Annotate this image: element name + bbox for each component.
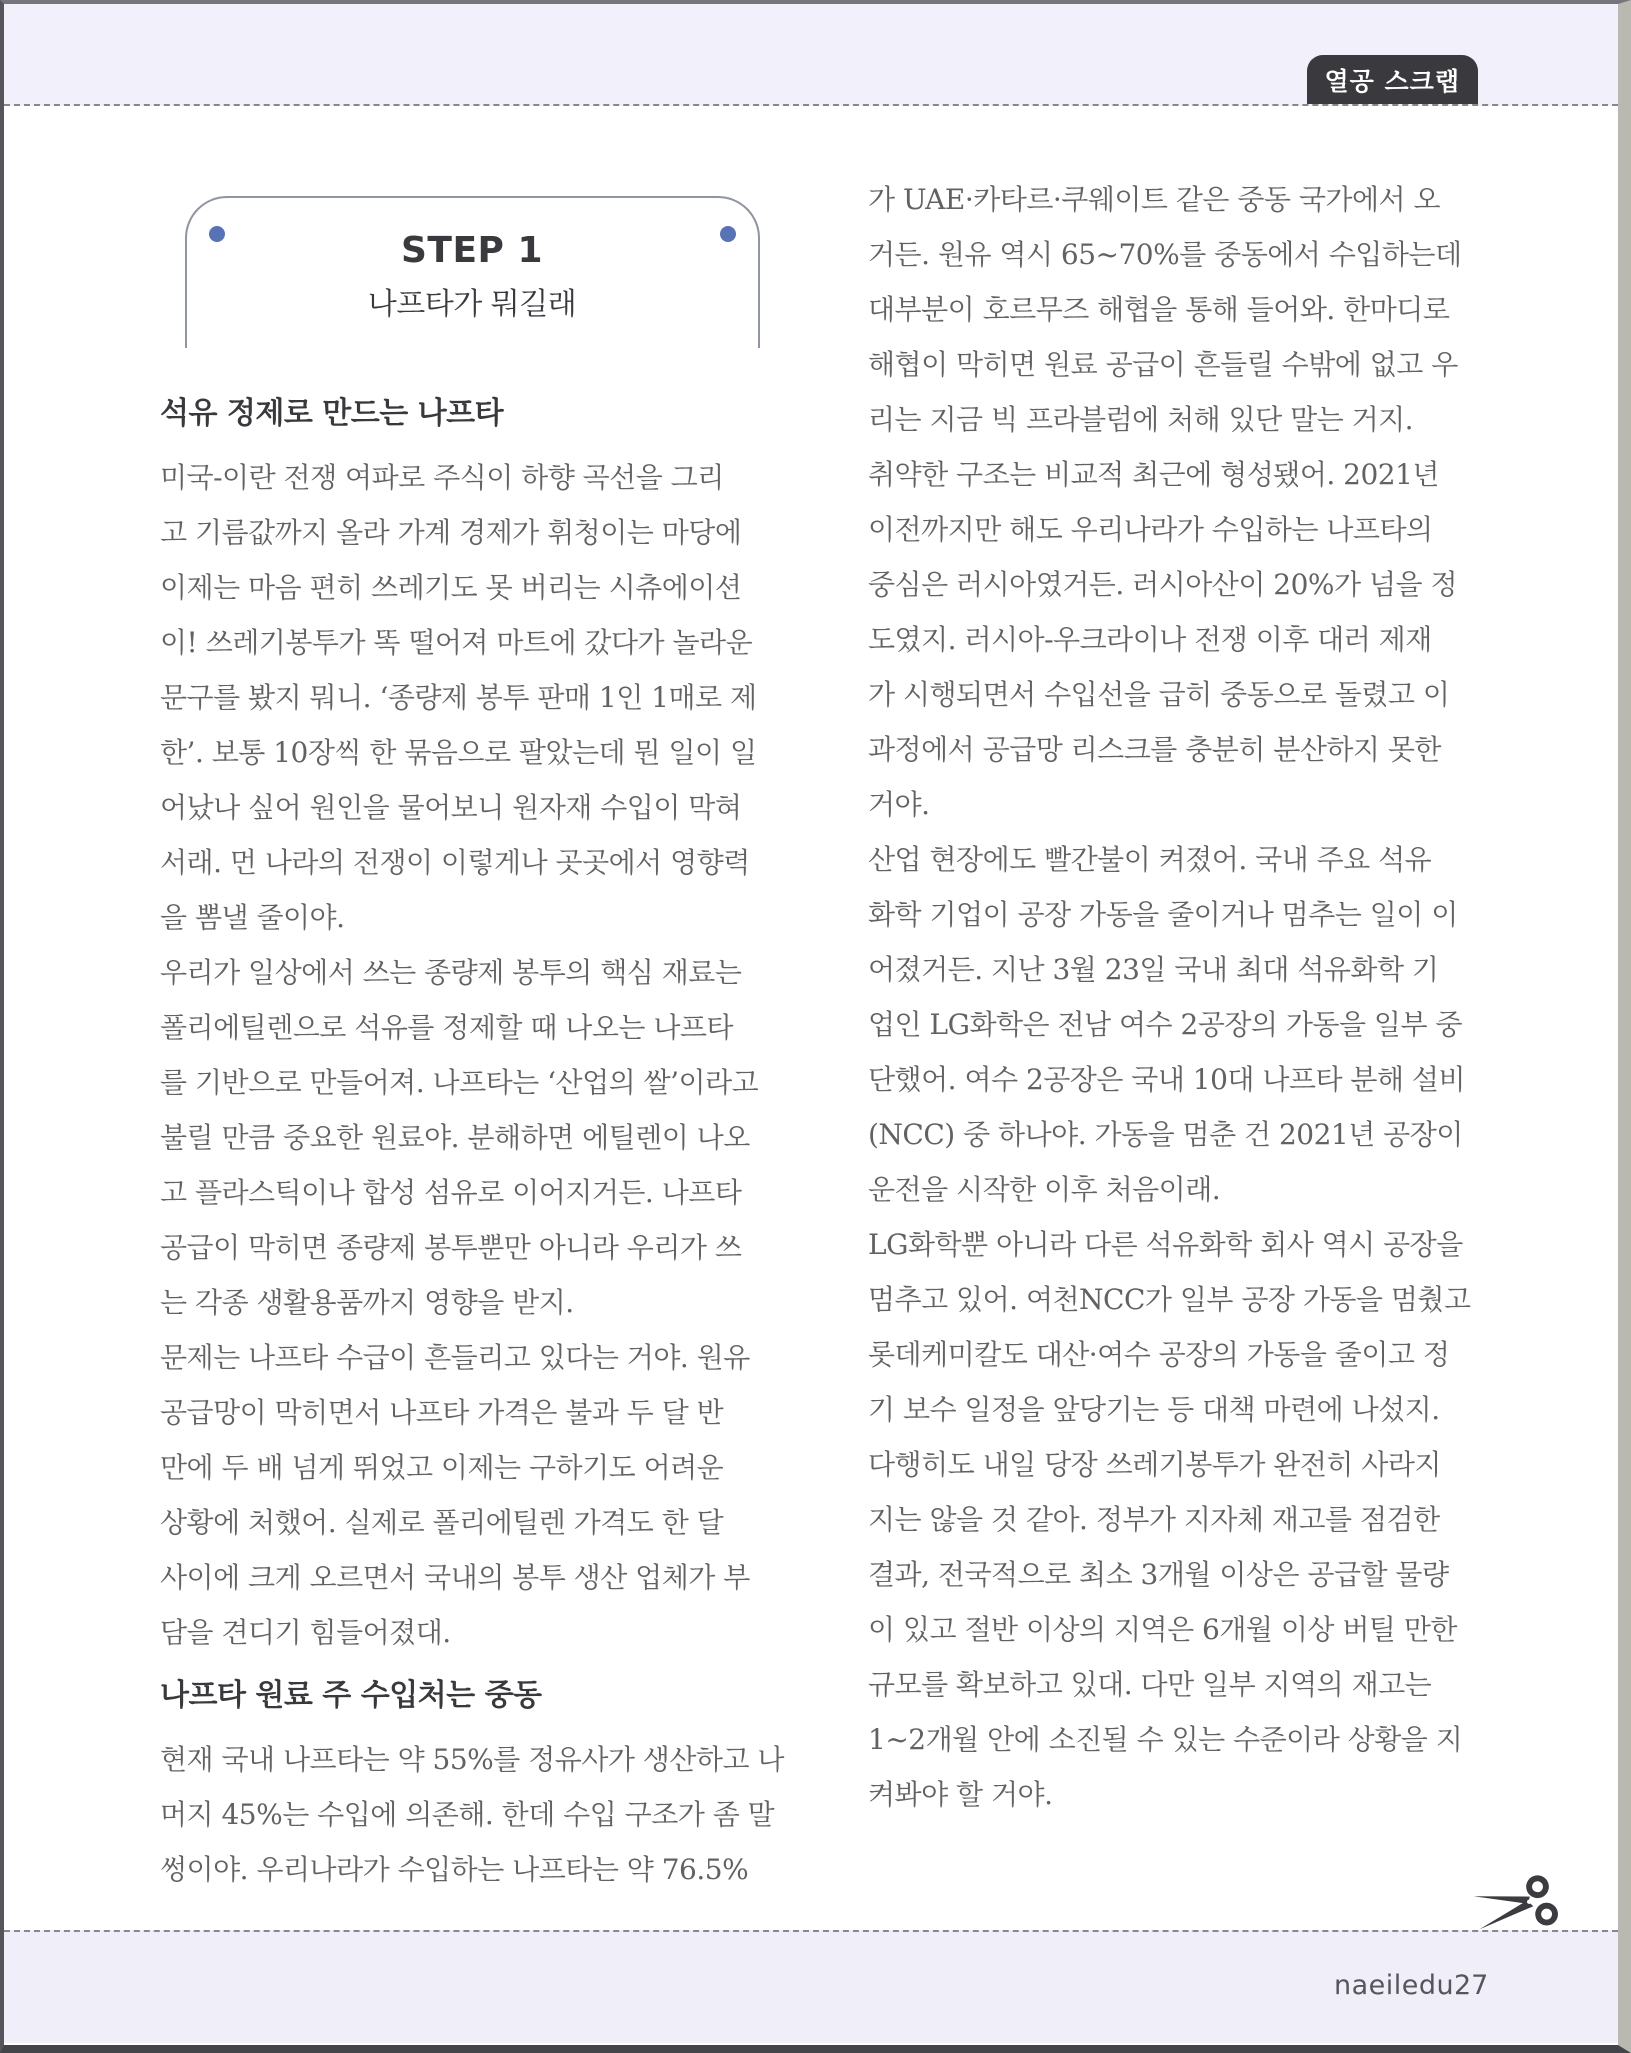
body-line: 산업 현장에도 빨간불이 켜졌어. 국내 주요 석유 [868, 843, 1432, 876]
body-line: 폴리에틸렌으로 석유를 정제할 때 나오는 나프타 [160, 1011, 733, 1044]
body-line: 미국-이란 전쟁 여파로 주식이 하향 곡선을 그리 [160, 461, 724, 494]
body-line: 이 있고 절반 이상의 지역은 6개월 이상 버틸 만한 [868, 1613, 1457, 1646]
body-line: 결과, 전국적으로 최소 3개월 이상은 공급할 물량 [868, 1558, 1449, 1591]
footer-brand: naeiledu [1334, 1970, 1455, 2001]
section1-paragraphs [160, 450, 784, 1660]
page-body [4, 106, 1618, 1930]
body-line: 화학 기업이 공장 가동을 줄이거나 멈추는 일이 이 [868, 898, 1458, 931]
body-line: 취약한 구조는 비교적 최근에 형성됐어. 2021년 [868, 458, 1439, 491]
body-line: 서래. 먼 나라의 전쟁이 이렇게나 곳곳에서 영향력 [160, 846, 750, 879]
section-heading-imports: 나프타 원료 주 수입처는 중동 [160, 1678, 542, 1713]
page-number: 27 [1454, 1970, 1489, 2001]
body-line: 멈추고 있어. 여천NCC가 일부 공장 가동을 멈췄고 [868, 1283, 1471, 1316]
step-box [185, 196, 760, 348]
body-line: 업인 LG화학은 전남 여수 2공장의 가동을 일부 중 [868, 1008, 1462, 1041]
body-line: 을 뽐낼 줄이야. [160, 901, 345, 934]
body-line: 가 시행되면서 수입선을 급히 중동으로 돌렸고 이 [868, 678, 1450, 711]
body-line: 켜봐야 할 거야. [868, 1778, 1053, 1811]
body-line: 고 플라스틱이나 합성 섬유로 이어지거든. 나프타 [160, 1176, 742, 1209]
step-title: 나프타가 뭐길래 [367, 287, 577, 322]
blue-dot-left [209, 226, 225, 242]
body-line: 롯데케미칼도 대산·여수 공장의 가동을 줄이고 정 [868, 1338, 1450, 1371]
body-line: 도였지. 러시아-우크라이나 전쟁 이후 대러 제재 [868, 623, 1432, 656]
body-line: 1~2개월 안에 소진될 수 있는 수준이라 상황을 지 [868, 1723, 1463, 1756]
body-line: 리는 지금 빅 프라블럼에 처해 있단 말는 거지. [868, 403, 1414, 436]
body-line: 기 보수 일정을 앞당기는 등 대책 마련에 나섰지. [868, 1393, 1440, 1426]
body-line: 가 UAE·카타르·쿠웨이트 같은 중동 국가에서 오 [868, 183, 1441, 216]
body-line: 과정에서 공급망 리스크를 충분히 분산하지 못한 [868, 733, 1441, 766]
body-line: 한’. 보통 10장씩 한 묶음으로 팔았는데 뭔 일이 일 [160, 736, 757, 769]
body-line: 를 기반으로 만들어져. 나프타는 ‘산업의 쌀’이라고 [160, 1066, 759, 1099]
blue-dot-right [720, 226, 736, 242]
right-column [868, 106, 1496, 1822]
body-line: 고 기름값까지 올라 가계 경제가 휘청이는 마당에 [160, 516, 742, 549]
top-band [4, 4, 1618, 106]
body-line: 문제는 나프타 수급이 흔들리고 있다는 거야. 원유 [160, 1341, 750, 1374]
body-line: 는 각종 생활용품까지 영향을 받지. [160, 1286, 574, 1319]
body-line: 규모를 확보하고 있대. 다만 일부 지역의 재고는 [868, 1668, 1432, 1701]
body-line: 썽이야. 우리나라가 수입하는 나프타는 약 76.5% [160, 1853, 749, 1886]
section2-paragraphs [160, 1732, 784, 1897]
body-line: 사이에 크게 오르면서 국내의 봉투 생산 업체가 부 [160, 1561, 750, 1594]
scrap-badge: 열공 스크랩 [1307, 55, 1478, 104]
bottom-band [4, 1930, 1618, 2043]
body-line: 공급이 막히면 종량제 봉투뿐만 아니라 우리가 쓰 [160, 1231, 742, 1264]
body-line: 해협이 막히면 원료 공급이 흔들릴 수밖에 없고 우 [868, 348, 1458, 381]
body-line: 대부분이 호르무즈 해협을 통해 들어와. 한마디로 [868, 293, 1450, 326]
body-line: (NCC) 중 하나야. 가동을 멈춘 건 2021년 공장이 [868, 1118, 1463, 1151]
body-line: 지는 않을 것 같아. 정부가 지자체 재고를 점검한 [868, 1503, 1440, 1536]
body-line: 문구를 봤지 뭐니. ‘종량제 봉투 판매 1인 1매로 제 [160, 681, 757, 714]
body-line: 담을 견디기 힘들어졌대. [160, 1616, 451, 1649]
body-line: LG화학뿐 아니라 다른 석유화학 회사 역시 공장을 [868, 1228, 1463, 1261]
left-column [160, 106, 784, 1897]
body-line: 이제는 마음 편히 쓰레기도 못 버리는 시츄에이션 [160, 571, 742, 604]
body-line: 불릴 만큼 중요한 원료야. 분해하면 에틸렌이 나오 [160, 1121, 750, 1154]
body-line: 공급망이 막히면서 나프타 가격은 불과 두 달 반 [160, 1396, 724, 1429]
body-line: 다행히도 내일 당장 쓰레기봉투가 완전히 사라지 [868, 1448, 1441, 1481]
body-line: 이! 쓰레기봉투가 똑 떨어져 마트에 갔다가 놀라운 [160, 626, 753, 659]
body-line: 우리가 일상에서 쓰는 종량제 봉투의 핵심 재료는 [160, 956, 742, 989]
body-line: 어졌거든. 지난 3월 23일 국내 최대 석유화학 기 [868, 953, 1439, 986]
body-line: 상황에 처했어. 실제로 폴리에틸렌 가격도 한 달 [160, 1506, 724, 1539]
body-line: 이전까지만 해도 우리나라가 수입하는 나프타의 [868, 513, 1433, 546]
body-line: 거든. 원유 역시 65~70%를 중동에서 수입하는데 [868, 238, 1462, 271]
body-line: 중심은 러시아였거든. 러시아산이 20%가 넘을 정 [868, 568, 1458, 601]
body-line: 거야. [868, 788, 930, 821]
section-heading-refining: 석유 정제로 만드는 나프타 [160, 396, 504, 431]
body-line: 어났나 싶어 원인을 물어보니 원자재 수입이 막혀 [160, 791, 742, 824]
body-line: 운전을 시작한 이후 처음이래. [868, 1173, 1221, 1206]
body-line: 머지 45%는 수입에 의존해. 한데 수입 구조가 좀 말 [160, 1798, 775, 1831]
body-line: 단했어. 여수 2공장은 국내 10대 나프타 분해 설비 [868, 1063, 1466, 1096]
step-label: STEP 1 [400, 230, 544, 271]
body-line: 현재 국내 나프타는 약 55%를 정유사가 생산하고 나 [160, 1743, 784, 1776]
body-line: 만에 두 배 넘게 뛰었고 이제는 구하기도 어려운 [160, 1451, 724, 1484]
right-paragraphs [868, 172, 1496, 1822]
